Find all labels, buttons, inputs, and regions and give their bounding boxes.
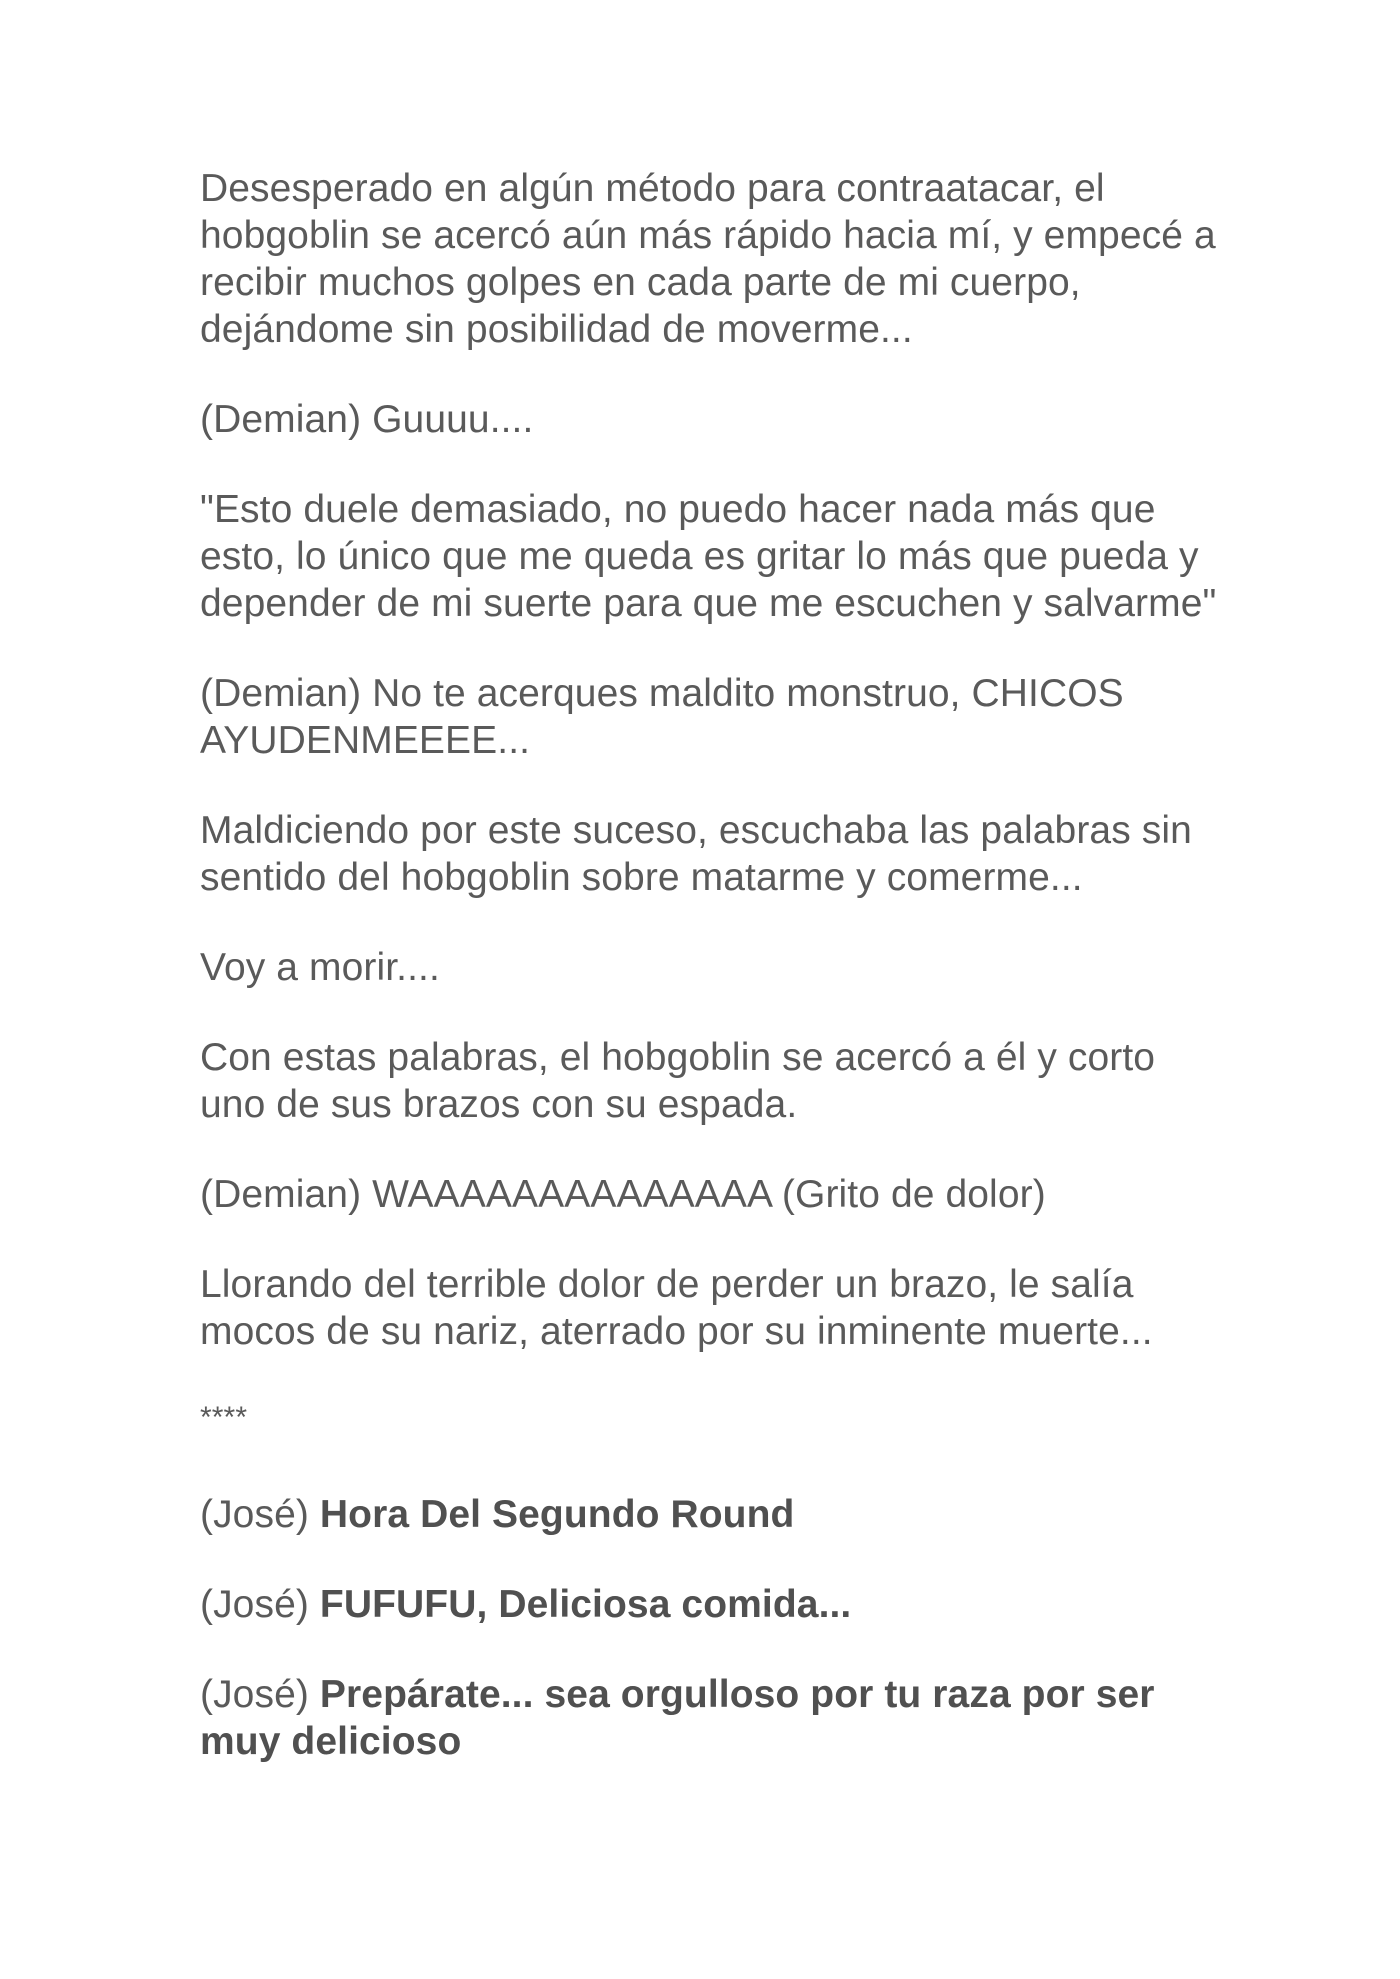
- section-separator: ****: [200, 1401, 248, 1434]
- paragraph: (Demian) Guuuu....: [200, 398, 534, 441]
- dialogue-speaker: (José): [200, 1673, 309, 1716]
- paragraph: Con estas palabras, el hobgoblin se acercó a él y corto uno de sus brazos con su espada.: [200, 1036, 1156, 1126]
- dialogue-line: [200, 1671, 1220, 1765]
- paragraph: (Demian) WAAAAAAAAAAAAAA (Grito de dolor): [200, 1173, 1046, 1216]
- paragraph: Maldiciendo por este suceso, escuchaba las palabras sin sentido del hobgoblin sobre matarme y comerme...: [200, 809, 1192, 899]
- paragraph: (Demian) No te acerques maldito monstruo, CHICOS AYUDENMEEEE...: [200, 672, 1124, 762]
- paragraph: Llorando del terrible dolor de perder un brazo, le salía mocos de su nariz, aterrado por su inminente muerte...: [200, 1263, 1153, 1353]
- dialogue-text: Hora Del Segundo Round: [319, 1493, 795, 1536]
- paragraph: Desesperado en algún método para contraatacar, el hobgoblin se acercó aún más rápido hacia mí, y empecé a recibir muchos golpes en cada parte de mi cuerpo, dejándome sin posibilidad de moverme...: [200, 167, 1216, 351]
- document-body: [200, 165, 1220, 1808]
- paragraph: "Esto duele demasiado, no puedo hacer nada más que esto, lo único que me queda es gritar lo más que pueda y depender de mi suerte para que me escuchen y salvarme": [200, 488, 1217, 625]
- dialogue-line: [200, 1491, 1220, 1538]
- dialogue-text: FUFUFU, Deliciosa comida...: [319, 1583, 852, 1626]
- dialogue-text: Prepárate... sea orgulloso por tu raza por ser muy delicioso: [200, 1673, 1155, 1763]
- paragraph: Voy a morir....: [200, 946, 440, 989]
- dialogue-speaker: (José): [200, 1583, 309, 1626]
- dialogue-speaker: (José): [200, 1493, 309, 1536]
- dialogue-line: [200, 1581, 1220, 1628]
